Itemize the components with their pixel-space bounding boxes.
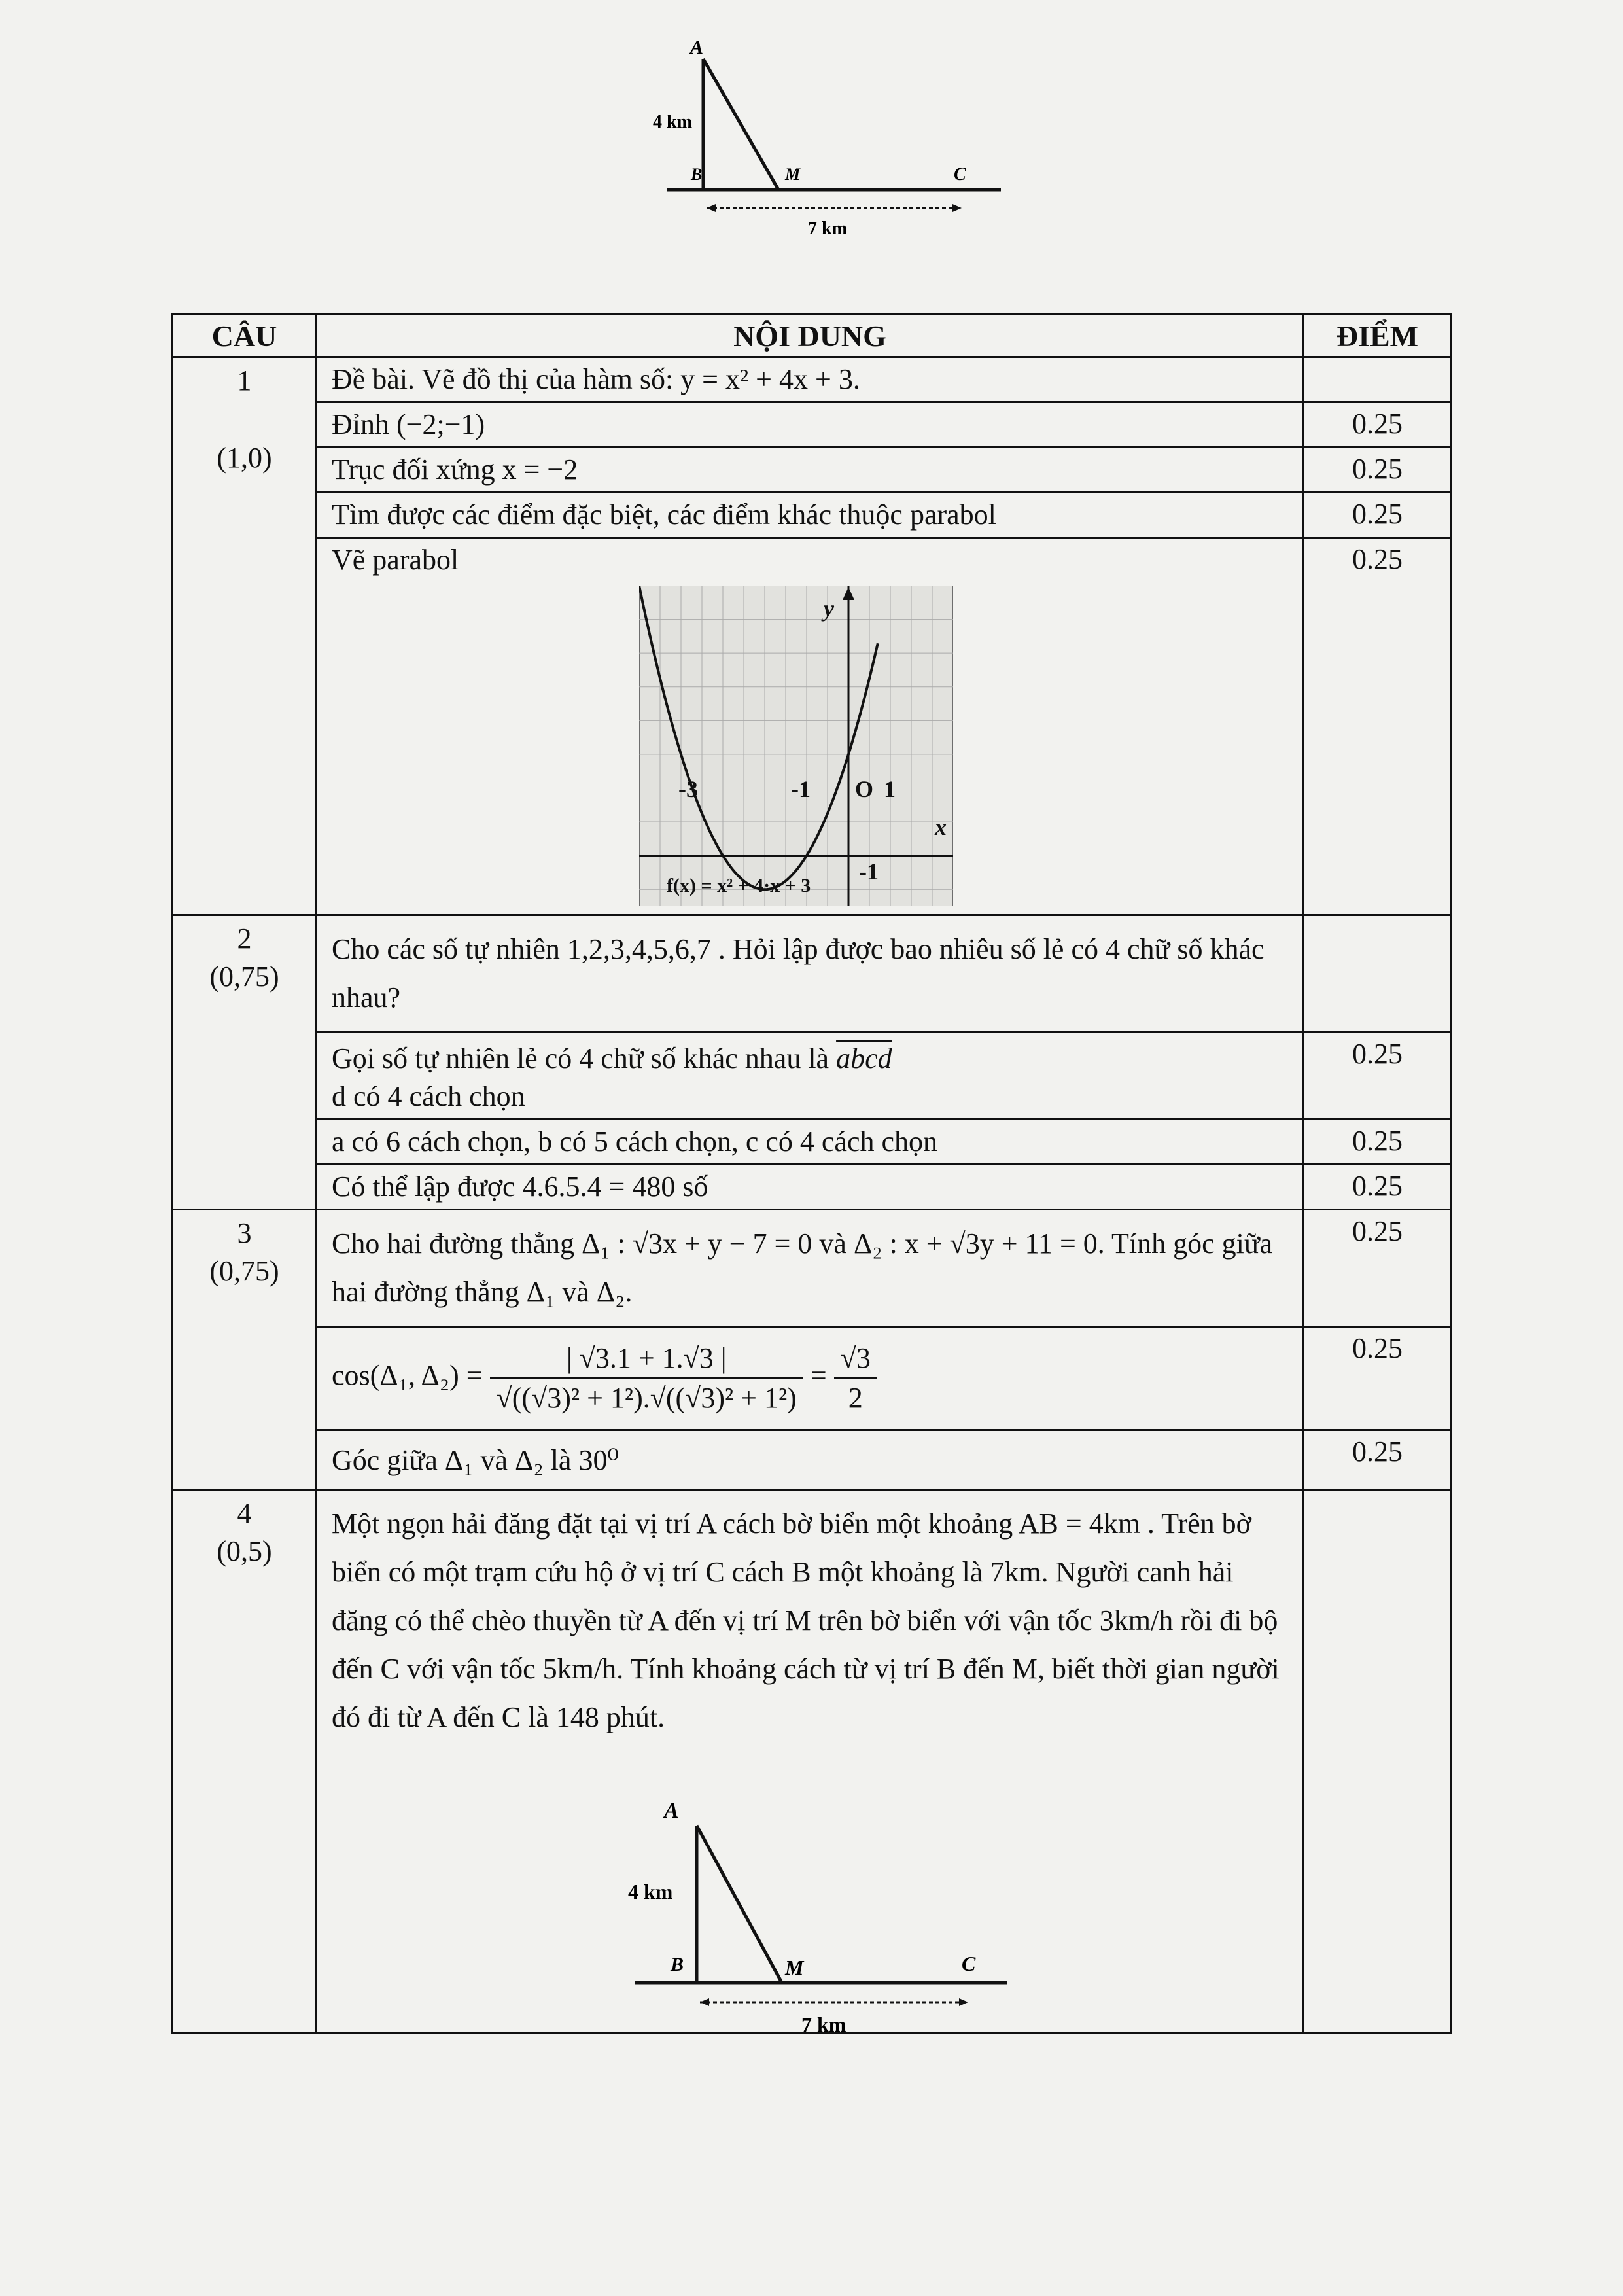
q3-cos-fraction	[490, 1339, 803, 1417]
q3-cos-den: √((√3)² + 1²).√((√3)² + 1²)	[496, 1382, 797, 1414]
label-ab: 4 km	[653, 112, 692, 132]
label-bc: 7 km	[808, 219, 847, 239]
q2-row2: a có 6 cách chọn, b có 5 cách chọn, c có 4 cách chọn	[317, 1120, 1304, 1165]
bottom-lighthouse-figure	[615, 1780, 1021, 2041]
q2-row1-d: d có 4 cách chọn	[332, 1080, 525, 1112]
q2-row1-points: 0.25	[1304, 1033, 1452, 1120]
header-cau: CÂU	[173, 314, 317, 357]
q3-number: 3	[237, 1217, 252, 1249]
graph-y-label: y	[824, 595, 834, 622]
graph-tick-m1: -1	[791, 776, 811, 802]
label-m: M	[785, 1956, 804, 1979]
q2-number: 2	[237, 923, 252, 955]
q1-prompt-row	[173, 357, 1452, 402]
q1-points-points: 0.25	[1304, 493, 1452, 538]
q1-draw-points: 0.25	[1304, 538, 1452, 915]
q4-number-cell	[173, 1490, 317, 2034]
q3-cos-num: | √3.1 + 1.√3 |	[490, 1339, 803, 1379]
q4-number: 4	[237, 1497, 252, 1529]
q3-prompt: Cho hai đường thẳng Δ₁ : √3x + y − 7 = 0 và Δ₂ : x + √3y + 11 = 0. Tính góc giữa hai đường thẳng Δ₁ và Δ₂.	[317, 1210, 1304, 1327]
q2-row3-points: 0.25	[1304, 1165, 1452, 1210]
table-row	[173, 538, 1452, 915]
label-b: B	[691, 165, 703, 184]
q3-score: (0,75)	[209, 1255, 279, 1287]
label-a: A	[664, 1799, 679, 1823]
q1-number-cell	[173, 357, 317, 915]
q1-number: 1	[237, 364, 252, 397]
q3-cos-formula	[317, 1327, 1304, 1430]
graph-tick-ym1: -1	[859, 858, 879, 885]
graph-tick-m3: -3	[678, 776, 698, 802]
graph-function-label: f(x) = x² + 4·x + 3	[667, 875, 811, 896]
q1-score: (1,0)	[217, 442, 272, 474]
table-row	[173, 1165, 1452, 1210]
q2-row1-abcd: abcd	[836, 1042, 892, 1074]
q1-points: Tìm được các điểm đặc biệt, các điểm khác thuộc parabol	[317, 493, 1304, 538]
q3-prompt-row	[173, 1210, 1452, 1327]
q2-score: (0,75)	[209, 961, 279, 993]
q1-prompt: Đề bài. Vẽ đồ thị của hàm số: y = x² + 4x + 3.	[317, 357, 1304, 402]
q2-row1-text: Gọi số tự nhiên lẻ có 4 chữ số khác nhau là	[332, 1042, 829, 1074]
header-noi-dung: NỘI DUNG	[317, 314, 1304, 357]
q3-angle: Góc giữa Δ₁ và Δ₂ là 30⁰	[317, 1430, 1304, 1490]
q1-vertex: Đỉnh (−2;−1)	[317, 402, 1304, 448]
table-row	[173, 448, 1452, 493]
q1-axis-points: 0.25	[1304, 448, 1452, 493]
table-row	[173, 1327, 1452, 1430]
label-c: C	[954, 164, 966, 185]
graph-origin: O	[855, 776, 874, 802]
label-m: M	[785, 165, 801, 184]
parabol-graph	[639, 586, 953, 906]
q3-cos-points: 0.25	[1304, 1327, 1452, 1430]
q3-number-cell	[173, 1210, 317, 1490]
q2-prompt: Cho các số tự nhiên 1,2,3,4,5,6,7 . Hỏi lập được bao nhiêu số lẻ có 4 chữ số khác nhau?	[317, 915, 1304, 1033]
table-row	[173, 1120, 1452, 1165]
q1-draw: Vẽ parabol	[332, 544, 459, 576]
label-c: C	[962, 1952, 976, 1975]
answer-table	[171, 313, 1452, 2034]
graph-x-label: x	[935, 814, 947, 840]
q3-result-num: √3	[834, 1339, 877, 1379]
q2-row2-points: 0.25	[1304, 1120, 1452, 1165]
table-row	[173, 1430, 1452, 1490]
label-ab: 4 km	[628, 1880, 673, 1903]
graph-frame	[639, 586, 953, 906]
graph-tick-1: 1	[884, 776, 896, 802]
q3-result-fraction	[834, 1339, 877, 1417]
q2-prompt-row	[173, 915, 1452, 1033]
table-row	[173, 402, 1452, 448]
q2-number-cell	[173, 915, 317, 1210]
table-row	[173, 493, 1452, 538]
q4-score: (0,5)	[217, 1535, 272, 1567]
q1-vertex-points: 0.25	[1304, 402, 1452, 448]
label-b: B	[671, 1954, 684, 1975]
q3-result-den: 2	[848, 1382, 863, 1414]
q3-equals: =	[810, 1359, 827, 1392]
q2-row3: Có thể lập được 4.6.5.4 = 480 số	[317, 1165, 1304, 1210]
parabol-chart	[639, 586, 953, 906]
q3-prompt-points: 0.25	[1304, 1210, 1452, 1327]
header-diem: ĐIỂM	[1304, 314, 1452, 357]
label-a: A	[690, 37, 704, 58]
top-lighthouse-figure	[628, 26, 1021, 242]
table-row	[173, 1033, 1452, 1120]
q4-prompt: Một ngọn hải đăng đặt tại vị trí A cách bờ biển một khoảng AB = 4km . Trên bờ biển có một trạm cứu hộ ở vị trí C cách B một khoảng là 7km. Người canh hải đăng có thể chèo thuyền từ A đến vị trí M trên bờ biển với vận tốc 3km/h rồi đi bộ đến C với vận tốc 5km/h. Tính khoảng cách từ vị trí B đến M, biết thời gian người đó đi từ A đến C là 148 phút.	[332, 1508, 1280, 1733]
table-header-row	[173, 314, 1452, 357]
q1-axis: Trục đối xứng x = −2	[317, 448, 1304, 493]
q3-cos-lhs: cos(Δ₁, Δ₂) =	[332, 1359, 483, 1392]
label-bc: 7 km	[801, 2013, 846, 2036]
q3-angle-points: 0.25	[1304, 1430, 1452, 1490]
